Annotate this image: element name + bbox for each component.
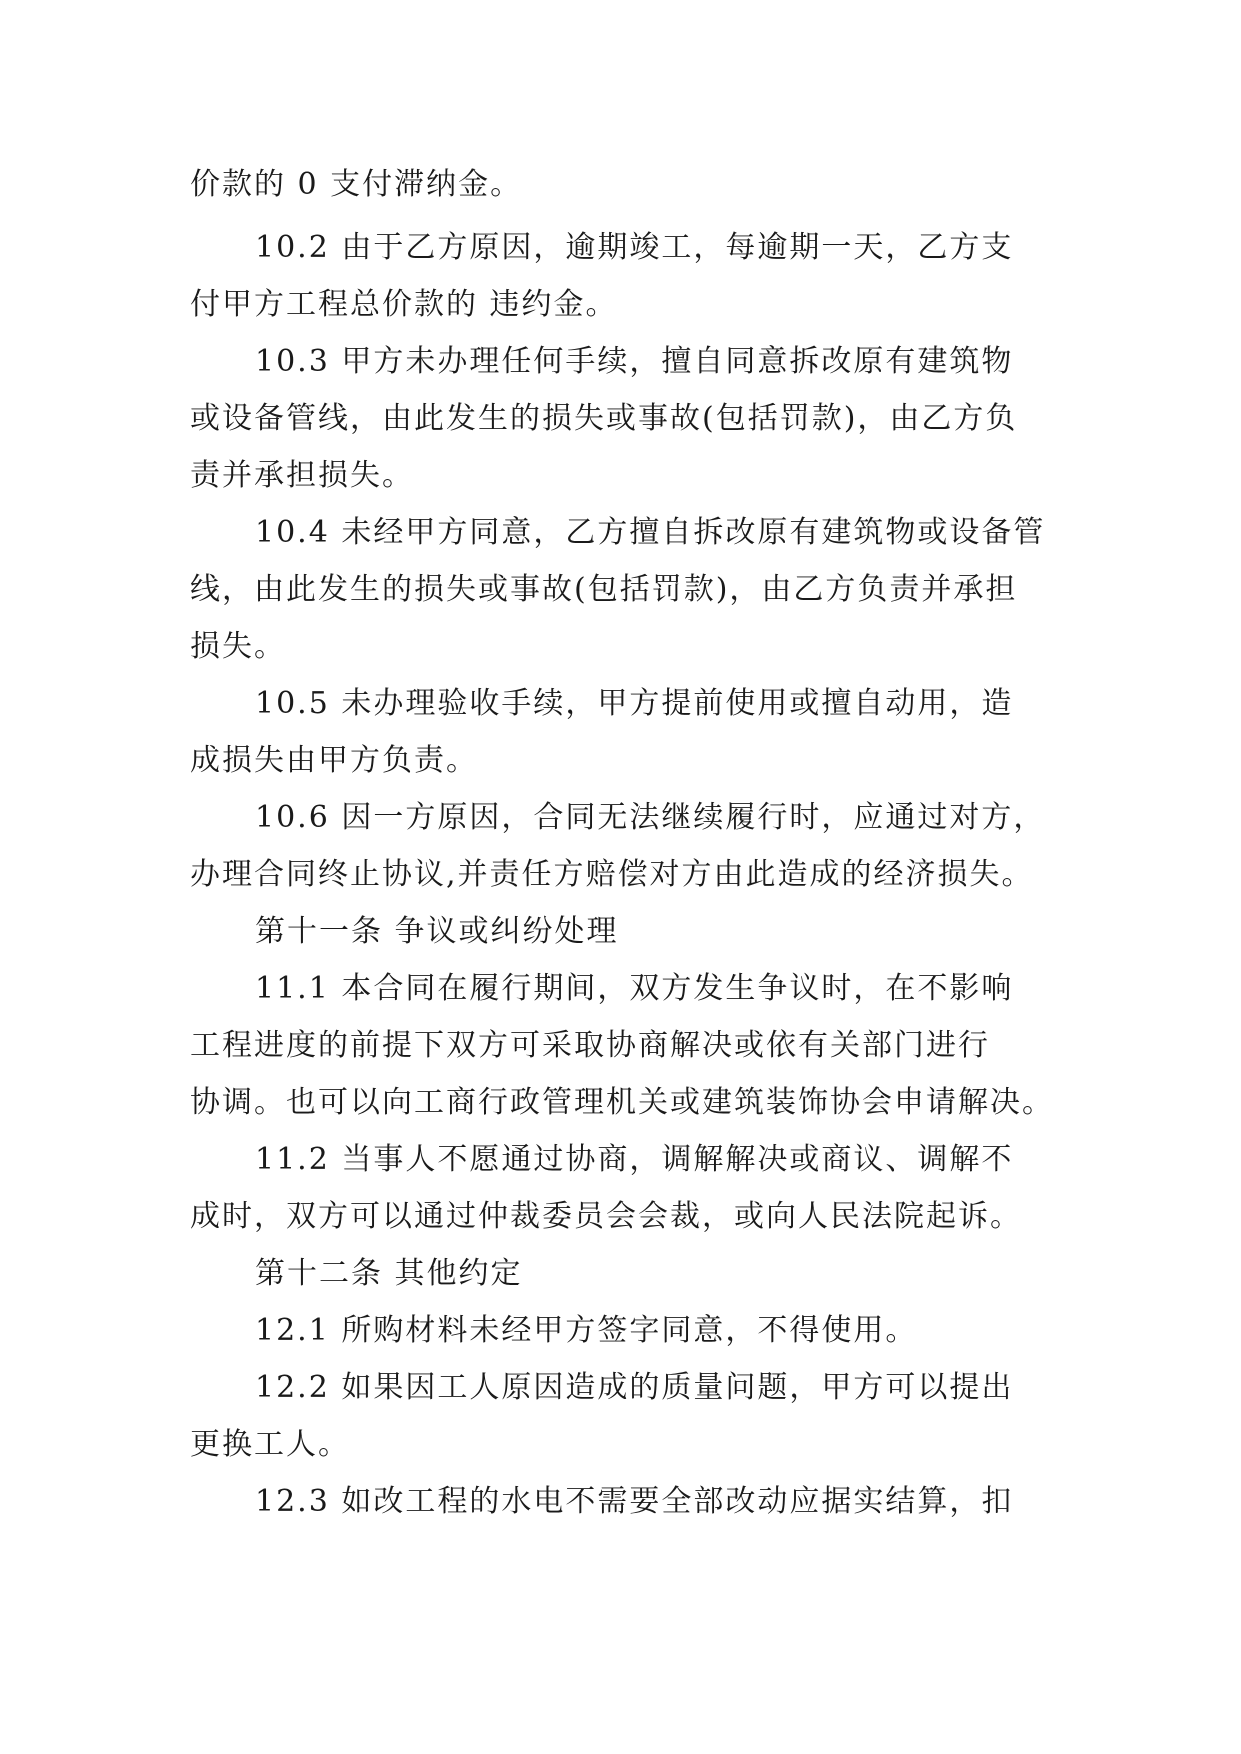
text-line: 办理合同终止协议,并责任方赔偿对方由此造成的经济损失。	[190, 857, 1034, 892]
clause-11-2: 11.2 当事人不愿通过协商，调解解决或商议、调解不	[255, 1142, 1014, 1177]
clause-10-5: 10.5 未办理验收手续，甲方提前使用或擅自动用，造	[255, 686, 1014, 721]
text-line: 价款的 0 支付滞纳金。	[190, 167, 523, 202]
text-line: 更换工人。	[190, 1427, 350, 1462]
text-line: 或设备管线，由此发生的损失或事故(包括罚款)，由乙方负	[190, 401, 1018, 436]
text-line: 损失。	[190, 629, 286, 664]
clause-12-3: 12.3 如改工程的水电不需要全部改动应据实结算，扣	[255, 1484, 1014, 1519]
text-line: 责并承担损失。	[190, 458, 414, 493]
text-line: 付甲方工程总价款的 违约金。	[190, 287, 618, 322]
clause-12-2: 12.2 如果因工人原因造成的质量问题，甲方可以提出	[255, 1370, 1014, 1405]
text-line: 线，由此发生的损失或事故(包括罚款)，由乙方负责并承担	[190, 572, 1018, 607]
article-12-heading: 第十二条 其他约定	[255, 1256, 523, 1291]
text-line: 工程进度的前提下双方可采取协商解决或依有关部门进行	[190, 1028, 990, 1063]
clause-10-2: 10.2 由于乙方原因，逾期竣工，每逾期一天，乙方支	[255, 230, 1014, 265]
article-11-heading: 第十一条 争议或纠纷处理	[255, 914, 619, 949]
clause-10-3: 10.3 甲方未办理任何手续，擅自同意拆改原有建筑物	[255, 344, 1014, 379]
clause-10-6: 10.6 因一方原因，合同无法继续履行时，应通过对方，	[255, 800, 1046, 835]
text-line: 成损失由甲方负责。	[190, 743, 478, 778]
text-line: 协调。也可以向工商行政管理机关或建筑装饰协会申请解决。	[190, 1085, 1054, 1120]
clause-12-1: 12.1 所购材料未经甲方签字同意，不得使用。	[255, 1313, 918, 1348]
text-line: 成时，双方可以通过仲裁委员会会裁，或向人民法院起诉。	[190, 1199, 1022, 1234]
clause-11-1: 11.1 本合同在履行期间，双方发生争议时，在不影响	[255, 971, 1014, 1006]
clause-10-4: 10.4 未经甲方同意，乙方擅自拆改原有建筑物或设备管	[255, 515, 1046, 550]
